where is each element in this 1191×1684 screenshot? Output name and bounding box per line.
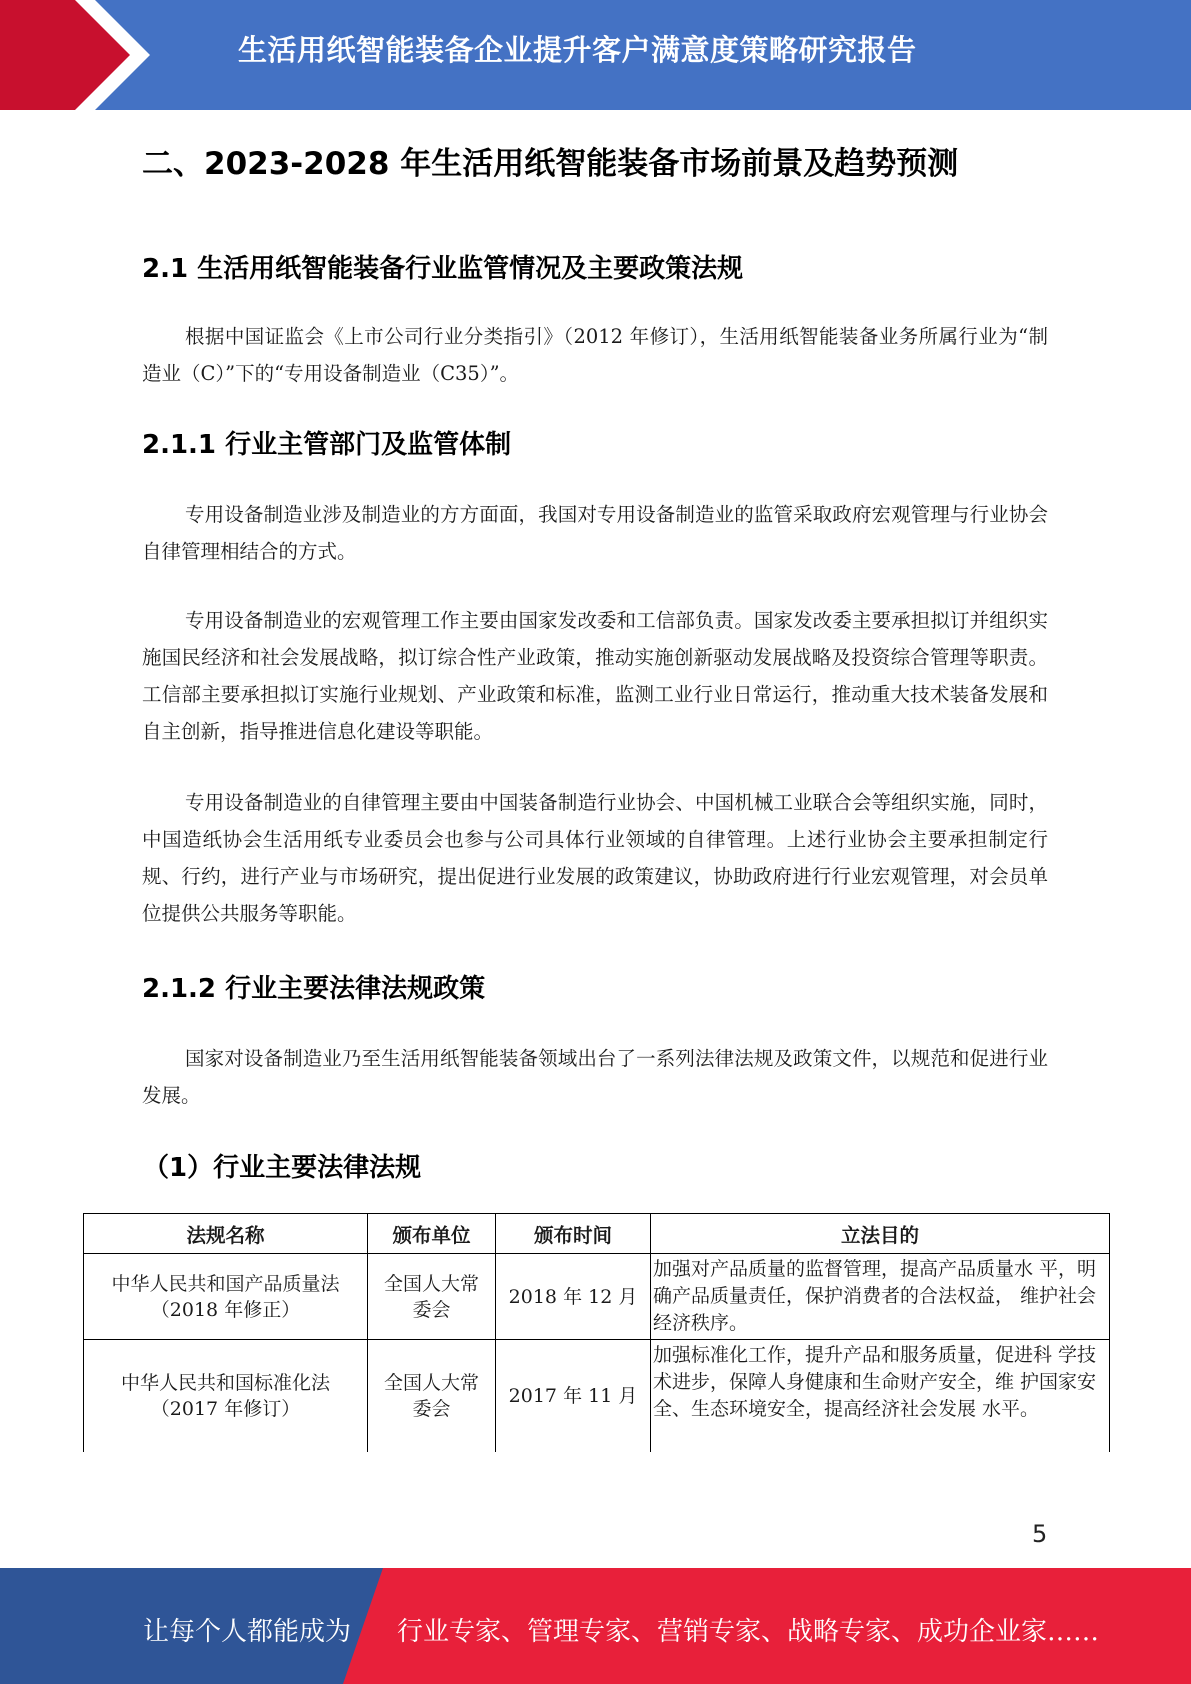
date-cell: 2017 年 11 月 bbox=[496, 1340, 651, 1453]
subsection-2-1-1-title: 2.1.1 行业主管部门及监管体制 bbox=[142, 430, 512, 460]
laws-table bbox=[83, 1213, 1110, 1452]
header-banner bbox=[0, 0, 1191, 110]
issuer-cell bbox=[368, 1254, 496, 1340]
date-cell: 2018 年 12 月 bbox=[496, 1254, 651, 1340]
purpose-cell: 加强对产品质量的监督管理，提高产品质量水 平，明确产品质量责任，保护消费者的合法权益， 维护社会经济秩序。 bbox=[651, 1254, 1110, 1340]
paragraph-2-1-1-a: 专用设备制造业涉及制造业的方方面面，我国对专用设备制造业的监管采取政府宏观管理与行业协会自律管理相结合的方式。 bbox=[142, 503, 1048, 563]
issuer-line: 委会 bbox=[412, 1298, 451, 1321]
paragraph-2-1-1-b: 专用设备制造业的宏观管理工作主要由国家发改委和工信部负责。国家发改委主要承担拟订并组织实施国民经济和社会发展战略，拟订综合性产业政策，推动实施创新驱动发展战略及投资综合管理等职责。工信部主要承担拟订实施行业规划、产业政策和标准，监测工业行业日常运行，推动重大技术装备发展和自主创新，指导推进信息化建设等职能。 bbox=[142, 609, 1048, 743]
header-arrow-decoration bbox=[0, 0, 160, 110]
law-name-cell bbox=[84, 1340, 368, 1453]
page-number: 5 bbox=[1032, 1520, 1048, 1548]
footer-banner bbox=[0, 1568, 1191, 1684]
paragraph-2-1: 根据中国证监会《上市公司行业分类指引》（2012 年修订），生活用纸智能装备业务所属行业为“制造业（C）”下的“专用设备制造业（C35）”。 bbox=[142, 325, 1048, 385]
paragraph-2-1-1-c: 专用设备制造业的自律管理主要由中国装备制造行业协会、中国机械工业联合会等组织实施，同时，中国造纸协会生活用纸专业委员会也参与公司具体行业领域的自律管理。上述行业协会主要承担制定行规、行约，进行产业与市场研究，提出促进行业发展的政策建议，协助政府进行行业宏观管理，对会员单位提供公共服务等职能。 bbox=[142, 791, 1048, 925]
header-issuer: 颁布单位 bbox=[368, 1214, 496, 1254]
footer-slogan-right: 行业专家、管理专家、营销专家、战略专家、成功企业家…… bbox=[397, 1617, 1100, 1647]
table-row bbox=[84, 1254, 1110, 1340]
law-name: 中华人民共和国产品质量法 bbox=[111, 1272, 340, 1295]
subsection-2-1-title: 2.1 生活用纸智能装备行业监管情况及主要政策法规 bbox=[142, 254, 744, 284]
law-name: 中华人民共和国标准化法 bbox=[120, 1372, 330, 1394]
issuer-line: 委会 bbox=[412, 1398, 451, 1420]
section-title: 二、2023-2028 年生活用纸智能装备市场前景及趋势预测 bbox=[142, 146, 959, 182]
subsection-2-1-2-title: 2.1.2 行业主要法律法规政策 bbox=[142, 974, 486, 1004]
laws-heading: （1）行业主要法律法规 bbox=[143, 1153, 422, 1183]
header-date: 颁布时间 bbox=[496, 1214, 651, 1254]
header-purpose: 立法目的 bbox=[651, 1214, 1110, 1254]
law-note: （2018 年修正） bbox=[150, 1298, 301, 1321]
issuer-cell bbox=[368, 1340, 496, 1453]
issuer-line: 全国人大常 bbox=[383, 1372, 479, 1394]
report-title: 生活用纸智能装备企业提升客户满意度策略研究报告 bbox=[238, 33, 917, 67]
footer-slogan-left: 让每个人都能成为 bbox=[143, 1617, 352, 1647]
header-law-name: 法规名称 bbox=[84, 1214, 368, 1254]
table-row bbox=[84, 1340, 1110, 1453]
table-header-row bbox=[84, 1214, 1110, 1254]
law-note: （2017 年修订） bbox=[150, 1398, 301, 1420]
paragraph-2-1-2: 国家对设备制造业乃至生活用纸智能装备领域出台了一系列法律法规及政策文件，以规范和促进行业发展。 bbox=[142, 1047, 1048, 1107]
purpose-cell: 加强标准化工作，提升产品和服务质量，促进科 学技术进步，保障人身健康和生命财产安全，维 护国家安全、生态环境安全，提高经济社会发展 水平。 bbox=[651, 1340, 1110, 1453]
law-name-cell bbox=[84, 1254, 368, 1340]
issuer-line: 全国人大常 bbox=[383, 1272, 479, 1295]
